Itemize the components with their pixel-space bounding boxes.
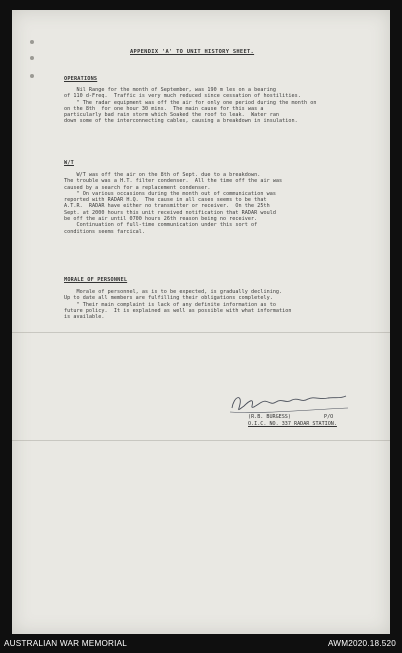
section-heading-operations: OPERATIONS xyxy=(64,76,98,82)
signature-name: (R.B. BURGESS) xyxy=(248,414,291,420)
signature-title: O.I.C. NO. 337 RADAR STATION. xyxy=(248,421,337,427)
section-body-wt: W/T was off the air on the 8th of Sept. due to a breakdown. The trouble was a H.T. filter condenser. All the time off the air was caused by a search for a replacement condenser. " On various occasions during the month out of communication was reported with RADAR H.Q. The cause in all cases seems to be that A.T.R. RADAR have either no transmitter or receiver. On the 25th Sept. at 2000 hours this unit received notification that RADAR would be off the air until 0700 hours 26th reason being no receiver. Continuation of full-time communication under this sort of conditions seems farcical. xyxy=(64,172,283,235)
signature-block xyxy=(248,414,368,428)
section-heading-morale: MORALE OF PERSONNEL xyxy=(64,277,128,283)
section-heading-wt: W/T xyxy=(64,160,74,166)
section-body-operations: Nil Range for the month of September, was 190 m les on a bearing of 110 d-Freq. Traffic is very much reduced since cessation of hostilities. " The radar equipment was off the air for only one period during the month on on the 8th for one hour 30 mins. The main cause for this was a particularly bad rain storm which Soaked the roof to leak. Water ran down some of the interconnecting cables, causing a breakdown in insulation. xyxy=(64,87,317,125)
document-page xyxy=(12,10,390,634)
footer-bar xyxy=(0,636,402,653)
signature-rank: P/O xyxy=(324,414,334,420)
footer-institution: AUSTRALIAN WAR MEMORIAL xyxy=(4,639,128,648)
punch-hole xyxy=(30,40,34,44)
punch-hole xyxy=(30,56,34,60)
footer-accession-number: AWM2020.18.520 xyxy=(327,639,396,648)
document-title: APPENDIX 'A' TO UNIT HISTORY SHEET. xyxy=(130,49,255,55)
fold-line xyxy=(12,440,390,441)
punch-hole xyxy=(30,74,34,78)
fold-line xyxy=(12,332,390,333)
section-body-morale: Morale of personnel, as is to be expected, is gradually declining. Up to date all members are fulfilling their obligations completely. " Their main complaint is lack of any definite information as to future policy. It is explained as well as possible with what information is available. xyxy=(64,289,292,321)
